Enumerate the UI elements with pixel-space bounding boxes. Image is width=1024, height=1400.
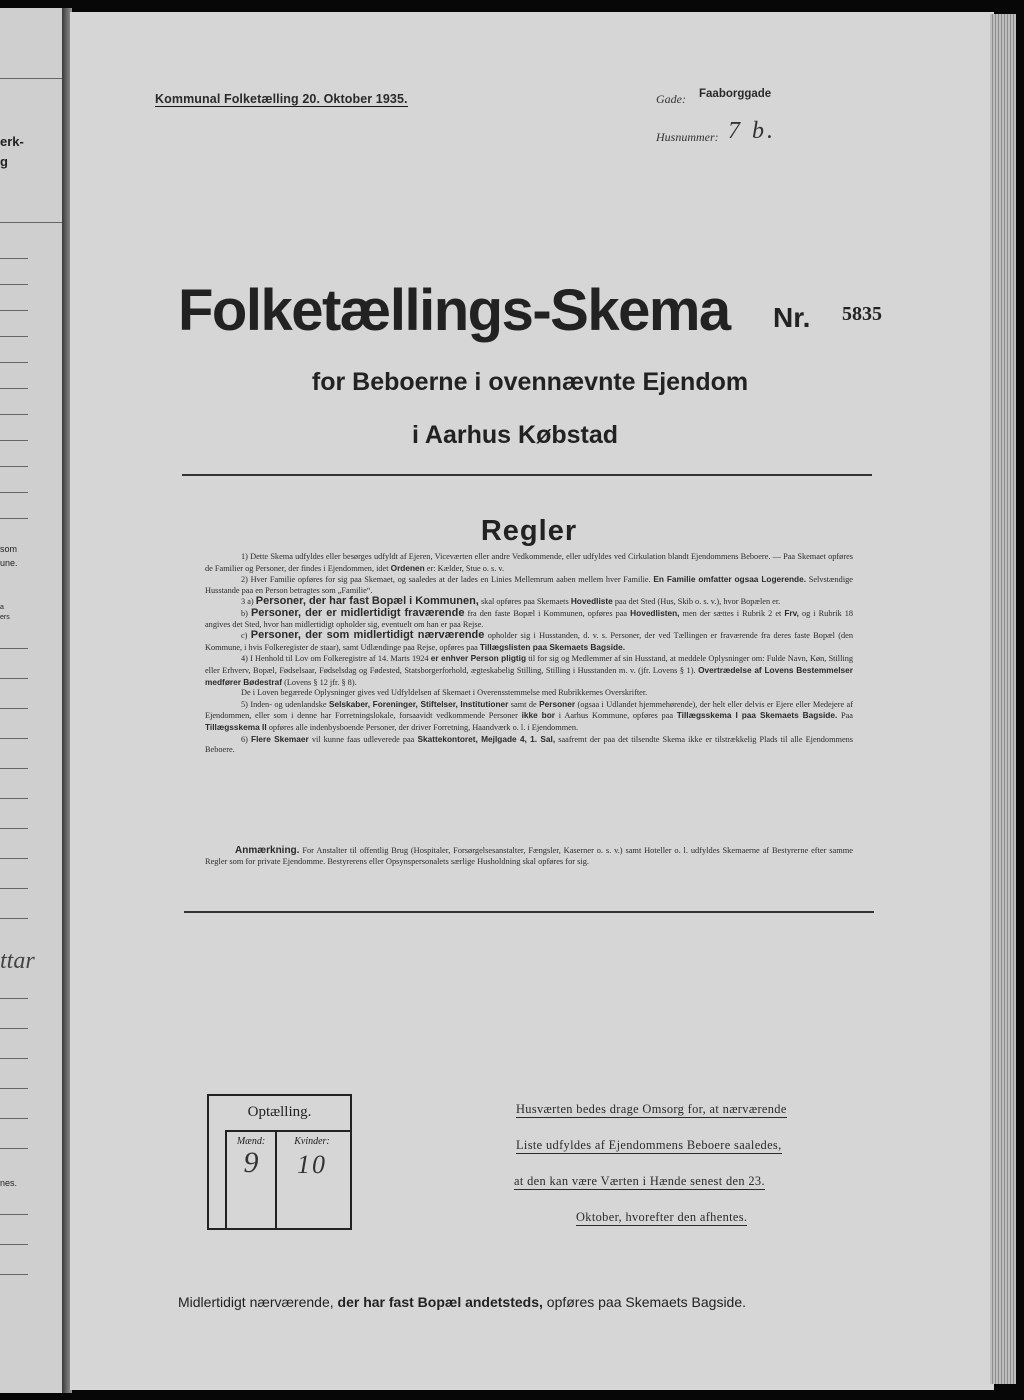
prev-page-rule bbox=[0, 310, 28, 311]
prev-page-rule bbox=[0, 998, 28, 999]
street-label: Gade: bbox=[656, 92, 686, 106]
rule-text: De i Loven begærede Oplysninger gives ved Udfyldelsen af Skemaet i Overensstemmelse med Rubrikkernes Overskrifter. bbox=[241, 688, 648, 698]
rule-emphasis: ikke bor bbox=[521, 710, 556, 721]
rule-emphasis: Skattekontoret, Mejlgade 4, 1. Sal, bbox=[417, 733, 556, 744]
prev-page-rule bbox=[0, 768, 28, 769]
rule-5 bbox=[205, 699, 853, 734]
rule-emphasis: Overtrædelse af Lovens Bestemmelser medfører Bødestraf bbox=[205, 664, 853, 687]
rule-text: (ogsaa i Udlandet hjemmehørende), der helt eller delvis er Ejere eller Medejere af Ejendommen, eller som i denne har Forretningslokale, forsaavidt vedkommende Personer bbox=[205, 699, 854, 721]
prev-page-rule bbox=[0, 738, 28, 739]
tally-women-value: 10 bbox=[297, 1150, 327, 1179]
rule-emphasis: Personer, der er midlertidigt fraværende bbox=[250, 606, 465, 619]
rule-number: b) bbox=[241, 608, 248, 618]
tally-box bbox=[207, 1094, 352, 1230]
note-text: Husværten bedes drage Omsorg for, at nærværende bbox=[516, 1102, 787, 1116]
form-title: Folketællings-Skema bbox=[178, 278, 730, 343]
tally-rule bbox=[225, 1130, 350, 1132]
rule-4-extra bbox=[205, 688, 853, 699]
tally-rule bbox=[275, 1130, 277, 1230]
prev-page-rule bbox=[0, 888, 28, 889]
rule-text: 1) Dette Skema udfyldes eller besørges udfyldt af Ejeren, Viceværten eller andre Vedkommende, eller udfyldes ved Cirkulation blandt Ejendommens Beboere. — Paa Skemaet opføres de Familier og Personer, der findes i Ejendommen, idet bbox=[205, 552, 853, 573]
prev-page-rule bbox=[0, 1028, 28, 1029]
footer-note bbox=[178, 1294, 746, 1310]
prev-page-rule bbox=[0, 858, 28, 859]
rule-emphasis: Hovedlisten, bbox=[630, 607, 680, 618]
rule-emphasis: Frv, bbox=[784, 607, 799, 618]
rule-1 bbox=[205, 552, 853, 574]
prev-page-text: ers bbox=[0, 614, 10, 621]
prev-page-text: nes. bbox=[0, 1178, 18, 1188]
rule-text: i Aarhus Kommune, opføres paa bbox=[558, 711, 674, 721]
rule-6 bbox=[205, 734, 853, 756]
prev-page-rule bbox=[0, 1148, 28, 1149]
rule-emphasis: Tillægsskema II bbox=[205, 721, 267, 732]
form-subtitle-1: for Beboerne i ovennævnte Ejendom bbox=[311, 368, 749, 396]
rule-emphasis: Ordenen bbox=[390, 562, 425, 573]
tally-women-label: Kvinder: bbox=[294, 1136, 330, 1147]
rule-text: til for sig og Medlemmer af sin Husstand, at meddele Oplysninger om: Fulde Navn, Køn, Stilling eller Erhverv, Bopæl, Fødselsaar, Fødselsdag og Fødested, Statsborgerforhold, ægteskabelig Stilling, Stilling i Husstanden m. v. (jfr. Lovens § 1). bbox=[205, 654, 854, 675]
note-text: Liste udfyldes af Ejendommens Beboere saaledes, bbox=[516, 1138, 782, 1152]
rule-emphasis: Personer, der som midlertidigt nærværende bbox=[250, 629, 485, 642]
footer-text: Midlertidigt nærværende, bbox=[178, 1294, 334, 1310]
rule-4 bbox=[205, 653, 853, 688]
prev-page-rule bbox=[0, 918, 28, 919]
prev-page-rule bbox=[0, 222, 62, 223]
landlord-note-line bbox=[510, 1100, 856, 1136]
prev-page-rule bbox=[0, 466, 28, 467]
rule-number: c) bbox=[241, 631, 248, 641]
rule-text: skal opføres paa Skemaets bbox=[480, 597, 569, 607]
form-number-label: Nr. bbox=[773, 302, 811, 333]
prev-page-rule bbox=[0, 78, 62, 79]
tally-men-value: 9 bbox=[243, 1146, 259, 1179]
rule-text: saafremt der paa det tilsendte Skema ikke er tilstrækkelig Plads til alle Ejendommens Beboere. bbox=[205, 734, 854, 755]
note-text: at den kan være Værten i Hænde senest den 23. bbox=[514, 1174, 765, 1188]
rule-text: men der sættes i Rubrik 2 et bbox=[682, 608, 782, 618]
prev-page-rule bbox=[0, 414, 28, 415]
prev-page-rule bbox=[0, 336, 28, 337]
rules-text bbox=[205, 552, 853, 756]
rule-emphasis: Personer, der har fast Bopæl i Kommunen, bbox=[255, 595, 479, 608]
rule-text: Paa bbox=[841, 711, 853, 721]
prev-page-rule bbox=[0, 828, 28, 829]
rule-text: samt de bbox=[510, 699, 537, 709]
form-number-value: 5835 bbox=[842, 303, 882, 325]
street-value: Faaborggade bbox=[699, 88, 772, 100]
prev-page-rule bbox=[0, 648, 28, 649]
prev-page-text: som bbox=[0, 544, 18, 554]
rule-2 bbox=[205, 574, 853, 596]
rule-text: 5) Inden- og udenlandske bbox=[241, 699, 327, 709]
rule-emphasis: En Familie omfatter ogsaa Logerende. bbox=[653, 574, 807, 585]
rule-text: Selvstændige Husstande paa en Person betragtes som „Familie“. bbox=[205, 575, 853, 595]
prev-page-handwriting: ttar bbox=[0, 948, 35, 974]
rule-3c bbox=[205, 630, 853, 653]
note-text: Oktober, hvorefter den afhentes. bbox=[576, 1210, 748, 1224]
rule-text: (Lovens § 12 jfr. § 8). bbox=[284, 677, 357, 687]
rules-heading: Regler bbox=[480, 515, 578, 547]
page-edges bbox=[990, 14, 1016, 1384]
prev-page-rule bbox=[0, 284, 28, 285]
footer-emphasis: der har fast Bopæl andetsteds, bbox=[337, 1294, 543, 1310]
rule-emphasis: Hovedliste bbox=[570, 596, 613, 607]
rule-text: fra den faste Bopæl i Kommunen, opføres paa bbox=[467, 608, 628, 618]
prev-page-rule bbox=[0, 1088, 28, 1089]
rule-text: 2) Hver Familie opføres for sig paa Skemaet, og saaledes at der lades en Linies Mellemrum aaben mellem hver Familie. bbox=[241, 575, 651, 585]
rule-text: og i Rubrik 18 angives det Sted, hvor han midlertidigt opholder sig, eventuelt om han er paa Rejse. bbox=[205, 608, 854, 629]
remark-label: Anmærkning. bbox=[235, 845, 300, 856]
rule-emphasis: er enhver Person pligtig bbox=[430, 653, 527, 664]
census-header: Kommunal Folketælling 20. Oktober 1935. bbox=[155, 92, 408, 106]
prev-page-rule bbox=[0, 678, 28, 679]
rule-emphasis: Selskaber, Foreninger, Stiftelser, Institutioner bbox=[328, 698, 509, 709]
house-number-value: 7 b. bbox=[728, 118, 776, 144]
prev-page-rule bbox=[0, 1214, 28, 1215]
divider-bottom bbox=[184, 911, 874, 913]
rule-3b bbox=[205, 608, 853, 630]
rule-emphasis: Flere Skemaer bbox=[251, 733, 309, 744]
rule-text: opholder sig i Husstanden, d. v. s. Personer, der ved Tællingen er fraværende fra deres faste Bopæl (den Kommune, i hvis Folkeregister de staar), samt Udlændinge paa Rejse, opføres paa bbox=[205, 631, 854, 652]
rule-text: paa det Sted (Hus, Skib o. s. v.), hvor Bopælen er. bbox=[614, 597, 781, 607]
prev-page-rule bbox=[0, 258, 28, 259]
rule-text: 6) bbox=[241, 734, 248, 744]
house-number-label: Husnummer: bbox=[656, 130, 719, 144]
prev-page-text: g bbox=[0, 154, 8, 169]
prev-page-rule bbox=[0, 492, 28, 493]
rule-emphasis: Personer bbox=[539, 698, 576, 709]
prev-page-text: erk- bbox=[0, 134, 24, 149]
prev-page-rule bbox=[0, 1274, 28, 1275]
remark-text: For Anstalter til offentlig Brug (Hospitaler, Forsørgelsesanstalter, Fængsler, Kaserner o. s. v.) samt Hoteller o. l. udfyldes Skemaerne af Bestyrerne efter samme Regler som for private Ejendomme. Bestyrerens eller Opsynspersonalets særlige Husholdning skal opføres for sig. bbox=[205, 846, 853, 866]
landlord-note bbox=[510, 1100, 856, 1244]
footer-text: opføres paa Skemaets Bagside. bbox=[546, 1294, 747, 1310]
rule-text: opføres alle indenbysboende Personer, der driver Forretning, Haandværk o. l. i Ejendommen. bbox=[268, 722, 579, 732]
prev-page-rule bbox=[0, 1118, 28, 1119]
rule-number: 3 a) bbox=[241, 597, 254, 607]
landlord-note-line bbox=[510, 1208, 856, 1244]
rule-text: vil kunne faas udleverede paa bbox=[311, 734, 415, 744]
rule-text: er: Kælder, Stue o. s. v. bbox=[426, 563, 505, 573]
prev-page-text: une. bbox=[0, 558, 18, 568]
landlord-note-line bbox=[510, 1172, 856, 1208]
prev-page-rule bbox=[0, 1058, 28, 1059]
remark-block bbox=[205, 845, 853, 867]
prev-page-rule bbox=[0, 362, 28, 363]
rule-text: 4) I Henhold til Lov om Folkeregistre af 14. Marts 1924 bbox=[241, 654, 429, 664]
rule-emphasis: Tillægslisten paa Skemaets Bagside. bbox=[479, 641, 625, 652]
rule-emphasis: Tillægsskema I paa Skemaets Bagside. bbox=[676, 710, 838, 721]
landlord-note-line bbox=[510, 1136, 856, 1172]
prev-page-text: a bbox=[0, 604, 4, 611]
previous-page-edge bbox=[0, 8, 62, 1393]
tally-men-label: Mænd: bbox=[236, 1136, 266, 1147]
divider-top bbox=[182, 474, 872, 476]
prev-page-rule bbox=[0, 708, 28, 709]
form-subtitle-2: i Aarhus Købstad bbox=[411, 421, 619, 449]
prev-page-rule bbox=[0, 798, 28, 799]
prev-page-rule bbox=[0, 1244, 28, 1245]
tally-title: Optælling. bbox=[247, 1104, 312, 1120]
